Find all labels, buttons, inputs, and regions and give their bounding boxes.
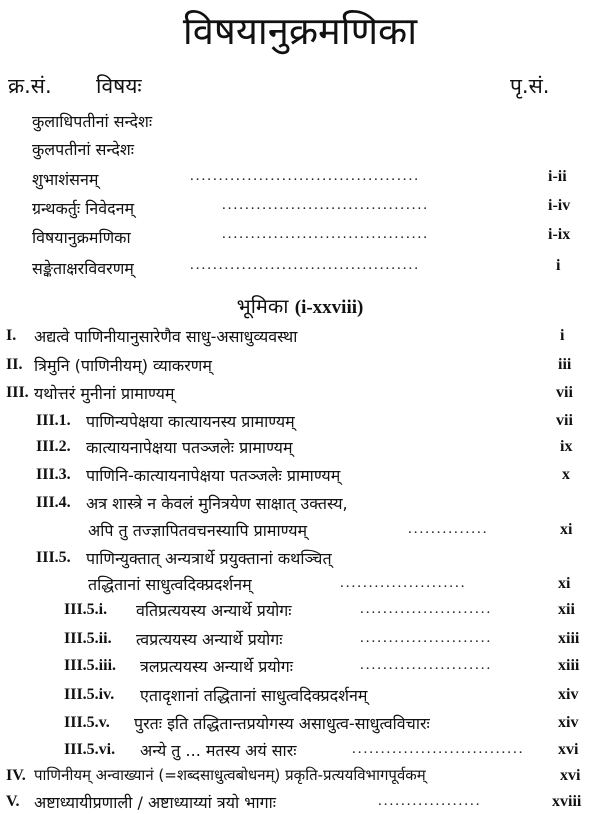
leader-dots: ...................... <box>340 575 467 591</box>
leader-dots: ....................... <box>360 601 493 617</box>
entry-text: अत्र शास्त्रे न केवलं मुनित्रयेण साक्षात् उक्तस्य, <box>86 494 348 513</box>
entry-number: III.3. <box>36 466 71 483</box>
entry-text: यथोत्तरं मुनीनां प्रामाण्यम् <box>34 384 175 403</box>
front-label: विषयानुक्रमणिका <box>32 228 131 247</box>
leader-dots: .............. <box>408 521 489 537</box>
entry-text: पाणिन्यपेक्षया कात्यायनस्य प्रामाण्यम् <box>86 412 295 431</box>
front-label: ग्रन्थकर्तुः निवेदनम् <box>32 199 135 218</box>
page-number: xiv <box>558 714 579 731</box>
entry-number: III.5.vi. <box>64 741 116 758</box>
entry-number: III.5.iii. <box>64 657 117 674</box>
leader-dots: .................. <box>378 793 482 809</box>
entry-text: अष्टाध्यायीप्रणाली / अष्टाध्याय्यां त्रयो भागाः <box>34 793 276 812</box>
entry-text: त्रलप्रत्ययस्य अन्यार्थे प्रयोगः <box>140 657 294 676</box>
page-number: vii <box>556 412 573 429</box>
entry-number: III.5.i. <box>64 601 108 618</box>
front-label: सङ्केताक्षरविवरणम् <box>32 259 134 278</box>
page-number: i-ii <box>548 168 567 185</box>
section-heading <box>0 292 600 319</box>
entry-text: पुरतः इति तद्धितान्तप्रयोगस्य असाधुत्व-साधुत्वविचारः <box>134 714 430 733</box>
header-page: पृ.सं. <box>510 74 550 98</box>
page-number: iii <box>558 356 572 373</box>
entry-number: III.5. <box>36 549 71 566</box>
entry-number: III.5.iv. <box>64 686 115 703</box>
leader-dots: ........................................ <box>190 168 420 184</box>
page-number: xi <box>560 521 573 538</box>
header-subject: विषयः <box>96 74 142 98</box>
entry-text: तद्धितानां साधुत्वदिक्प्रदर्शनम् <box>88 575 252 594</box>
entry-number: III. <box>6 384 29 401</box>
entry-text: अन्ये तु ... मतस्य अयं सारः <box>140 741 297 760</box>
entry-text: त्वप्रत्ययस्य अन्यार्थे प्रयोगः <box>136 630 283 649</box>
page-number: xviii <box>552 793 582 810</box>
page-number: xvi <box>558 741 579 758</box>
leader-dots: .................................... <box>222 197 429 213</box>
entry-text: अपि तु तज्ज्ञापितवचनस्यापि प्रामाण्यम् <box>88 521 308 540</box>
entry-number: III.1. <box>36 412 71 429</box>
page-number: ix <box>560 438 573 455</box>
page-number: xii <box>558 601 575 618</box>
page-number: xiii <box>558 630 580 647</box>
entry-number: III.5.ii. <box>64 630 112 647</box>
page-number: xi <box>558 575 571 592</box>
entry-text: कात्यायनापेक्षया पतञ्जलेः प्रामाण्यम् <box>86 438 293 457</box>
entry-text: वतिप्रत्ययस्य अन्यार्थे प्रयोगः <box>136 601 292 620</box>
page-number: i-iv <box>548 197 571 214</box>
leader-dots: .................................... <box>222 226 429 242</box>
entry-text: एतादृशानां तद्धितानां साधुत्वदिक्प्रदर्शनम् <box>140 686 368 705</box>
entry-number: I. <box>6 327 17 344</box>
entry-number: III.2. <box>36 438 71 455</box>
entry-text: पाणिन्युक्तात् अन्यत्रार्थे प्रयुक्तानां कथञ्चित् <box>86 549 332 568</box>
entry-number: III.4. <box>36 494 71 511</box>
page-number: x <box>562 466 570 483</box>
page-number: i <box>556 257 561 274</box>
front-label: कुलाधिपतीनां सन्देशः <box>32 112 153 131</box>
page-number: vii <box>556 384 573 401</box>
entry-number: IV. <box>6 767 26 784</box>
page-title: विषयानुक्रमणिका <box>182 9 418 53</box>
page-number: i-ix <box>548 226 571 243</box>
leader-dots: .............................. <box>352 741 525 757</box>
page-number: xiii <box>558 657 580 674</box>
front-label: कुलपतीनां सन्देशः <box>32 140 134 159</box>
entry-text: अद्यत्वे पाणिनीयानुसारेणैव साधु-असाधुव्यवस्था <box>34 327 298 346</box>
leader-dots: ....................... <box>360 630 493 646</box>
header-serial: क्र.सं. <box>8 74 52 98</box>
entry-text: पाणिनीयम् अन्वाख्यानं (=शब्दसाधुत्वबोधनम्) प्रकृति-प्रत्ययविभागपूर्वकम् <box>34 766 426 784</box>
entry-text: पाणिनि-कात्यायनापेक्षया पतञ्जलेः प्रामाण्यम् <box>86 466 341 485</box>
leader-dots: ....................... <box>360 657 493 673</box>
page-number: xiv <box>558 686 579 703</box>
entry-number: III.5.v. <box>64 714 110 731</box>
page-number: i <box>560 327 565 344</box>
front-label: शुभाशंसनम् <box>32 170 99 189</box>
page-number: xvi <box>560 767 581 784</box>
entry-number: II. <box>6 356 23 373</box>
leader-dots: ........................................ <box>190 257 420 273</box>
entry-text: त्रिमुनि (पाणिनीयम्) व्याकरणम् <box>34 356 212 375</box>
entry-number: V. <box>6 793 20 810</box>
section-heading-range: (i-xxviii) <box>294 297 364 318</box>
section-heading-label: भूमिका <box>236 294 289 318</box>
